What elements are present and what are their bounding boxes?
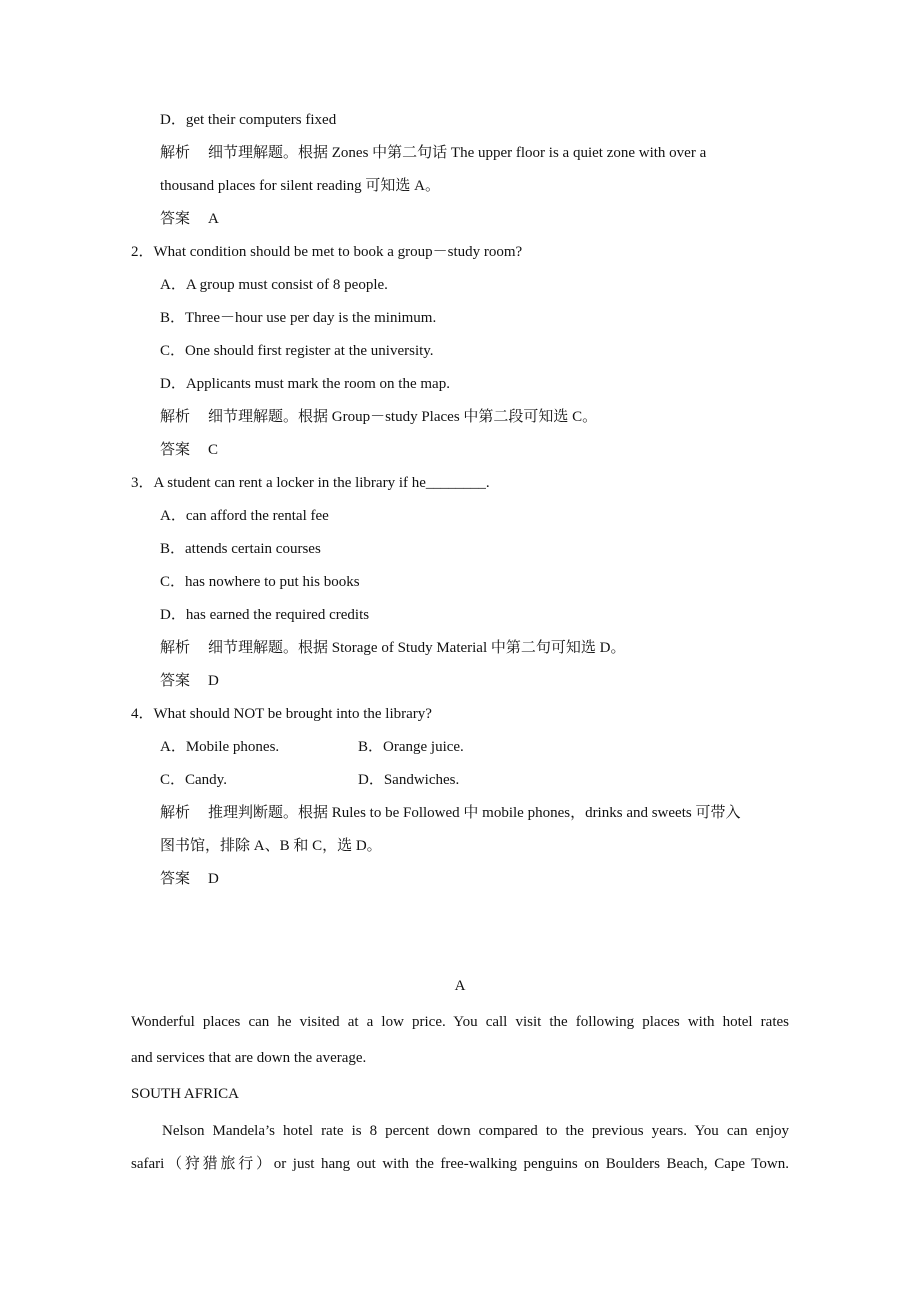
q2-option-d: D．Applicants must mark the room on the map. bbox=[160, 376, 450, 392]
analysis-label: 解析 bbox=[160, 805, 191, 821]
analysis-label: 解析 bbox=[160, 640, 191, 656]
passage-intro-line2: and services that are down the average. bbox=[131, 1050, 367, 1066]
analysis-text: 推理判断题。根据 Rules to be Followed 中 mobile phones，drinks and sweets 可带入 bbox=[208, 805, 741, 821]
q4-analysis-cont: 图书馆，排除 A、B 和 C，选 D。 bbox=[160, 838, 382, 854]
q2-analysis bbox=[160, 407, 597, 427]
q3-question: 3．A student can rent a locker in the library if he________. bbox=[131, 475, 490, 491]
q2-option-b: B．Three－hour use per day is the minimum. bbox=[160, 310, 437, 326]
q4-answer bbox=[160, 869, 219, 889]
q3-option-d: D．has earned the required credits bbox=[160, 607, 370, 623]
answer-label: 答案 bbox=[160, 442, 191, 458]
analysis-label: 解析 bbox=[160, 145, 191, 161]
answer-label: 答案 bbox=[160, 871, 191, 887]
answer-label: 答案 bbox=[160, 211, 191, 227]
section-heading: SOUTH AFRICA bbox=[131, 1086, 239, 1102]
paragraph-line2: safari（狩猎旅行）or just hang out with the free-walking penguins on Boulders Beach, Cape Town. bbox=[131, 1156, 789, 1172]
answer-value: C bbox=[208, 442, 219, 458]
q1-answer bbox=[160, 209, 219, 229]
q4-option-b: B．Orange juice. bbox=[358, 739, 464, 755]
answer-value: D bbox=[208, 871, 219, 887]
q4-question: 4．What should NOT be brought into the library? bbox=[131, 706, 432, 722]
q4-option-a: A．Mobile phones. bbox=[160, 739, 280, 755]
analysis-text: 细节理解题。根据 Storage of Study Material 中第二句可知选 D。 bbox=[208, 640, 626, 656]
analysis-text: 细节理解题。根据 Group－study Places 中第二段可知选 C。 bbox=[208, 409, 598, 425]
q4-analysis bbox=[160, 803, 740, 823]
analysis-text: 细节理解题。根据 Zones 中第二句话 The upper floor is a quiet zone with over a bbox=[208, 145, 707, 161]
q2-option-a: A．A group must consist of 8 people. bbox=[160, 277, 388, 293]
q2-answer bbox=[160, 440, 218, 460]
answer-value: D bbox=[208, 673, 219, 689]
q1-analysis-cont: thousand places for silent reading 可知选 A。 bbox=[160, 178, 440, 194]
q3-answer bbox=[160, 671, 219, 691]
analysis-label: 解析 bbox=[160, 409, 191, 425]
q4-option-d: D．Sandwiches. bbox=[358, 772, 460, 788]
q1-analysis bbox=[160, 143, 706, 163]
q2-option-c: C．One should first register at the university. bbox=[160, 343, 434, 359]
paragraph-line1: Nelson Mandela’s hotel rate is 8 percent down compared to the previous years. You can enjoy bbox=[162, 1123, 789, 1139]
q3-option-b: B．attends certain courses bbox=[160, 541, 321, 557]
section-title: A bbox=[454, 978, 466, 994]
q3-option-a: A．can afford the rental fee bbox=[160, 508, 329, 524]
q3-option-c: C．has nowhere to put his books bbox=[160, 574, 360, 590]
q4-option-c: C．Candy. bbox=[160, 772, 227, 788]
answer-label: 答案 bbox=[160, 673, 191, 689]
q1-option-d: D．get their computers fixed bbox=[160, 112, 337, 128]
answer-value: A bbox=[208, 211, 219, 227]
passage-intro-line1: Wonderful places can he visited at a low price. You call visit the following places with hotel rates bbox=[131, 1014, 789, 1030]
q2-question: 2．What condition should be met to book a group－study room? bbox=[131, 244, 523, 260]
q3-analysis bbox=[160, 638, 625, 658]
